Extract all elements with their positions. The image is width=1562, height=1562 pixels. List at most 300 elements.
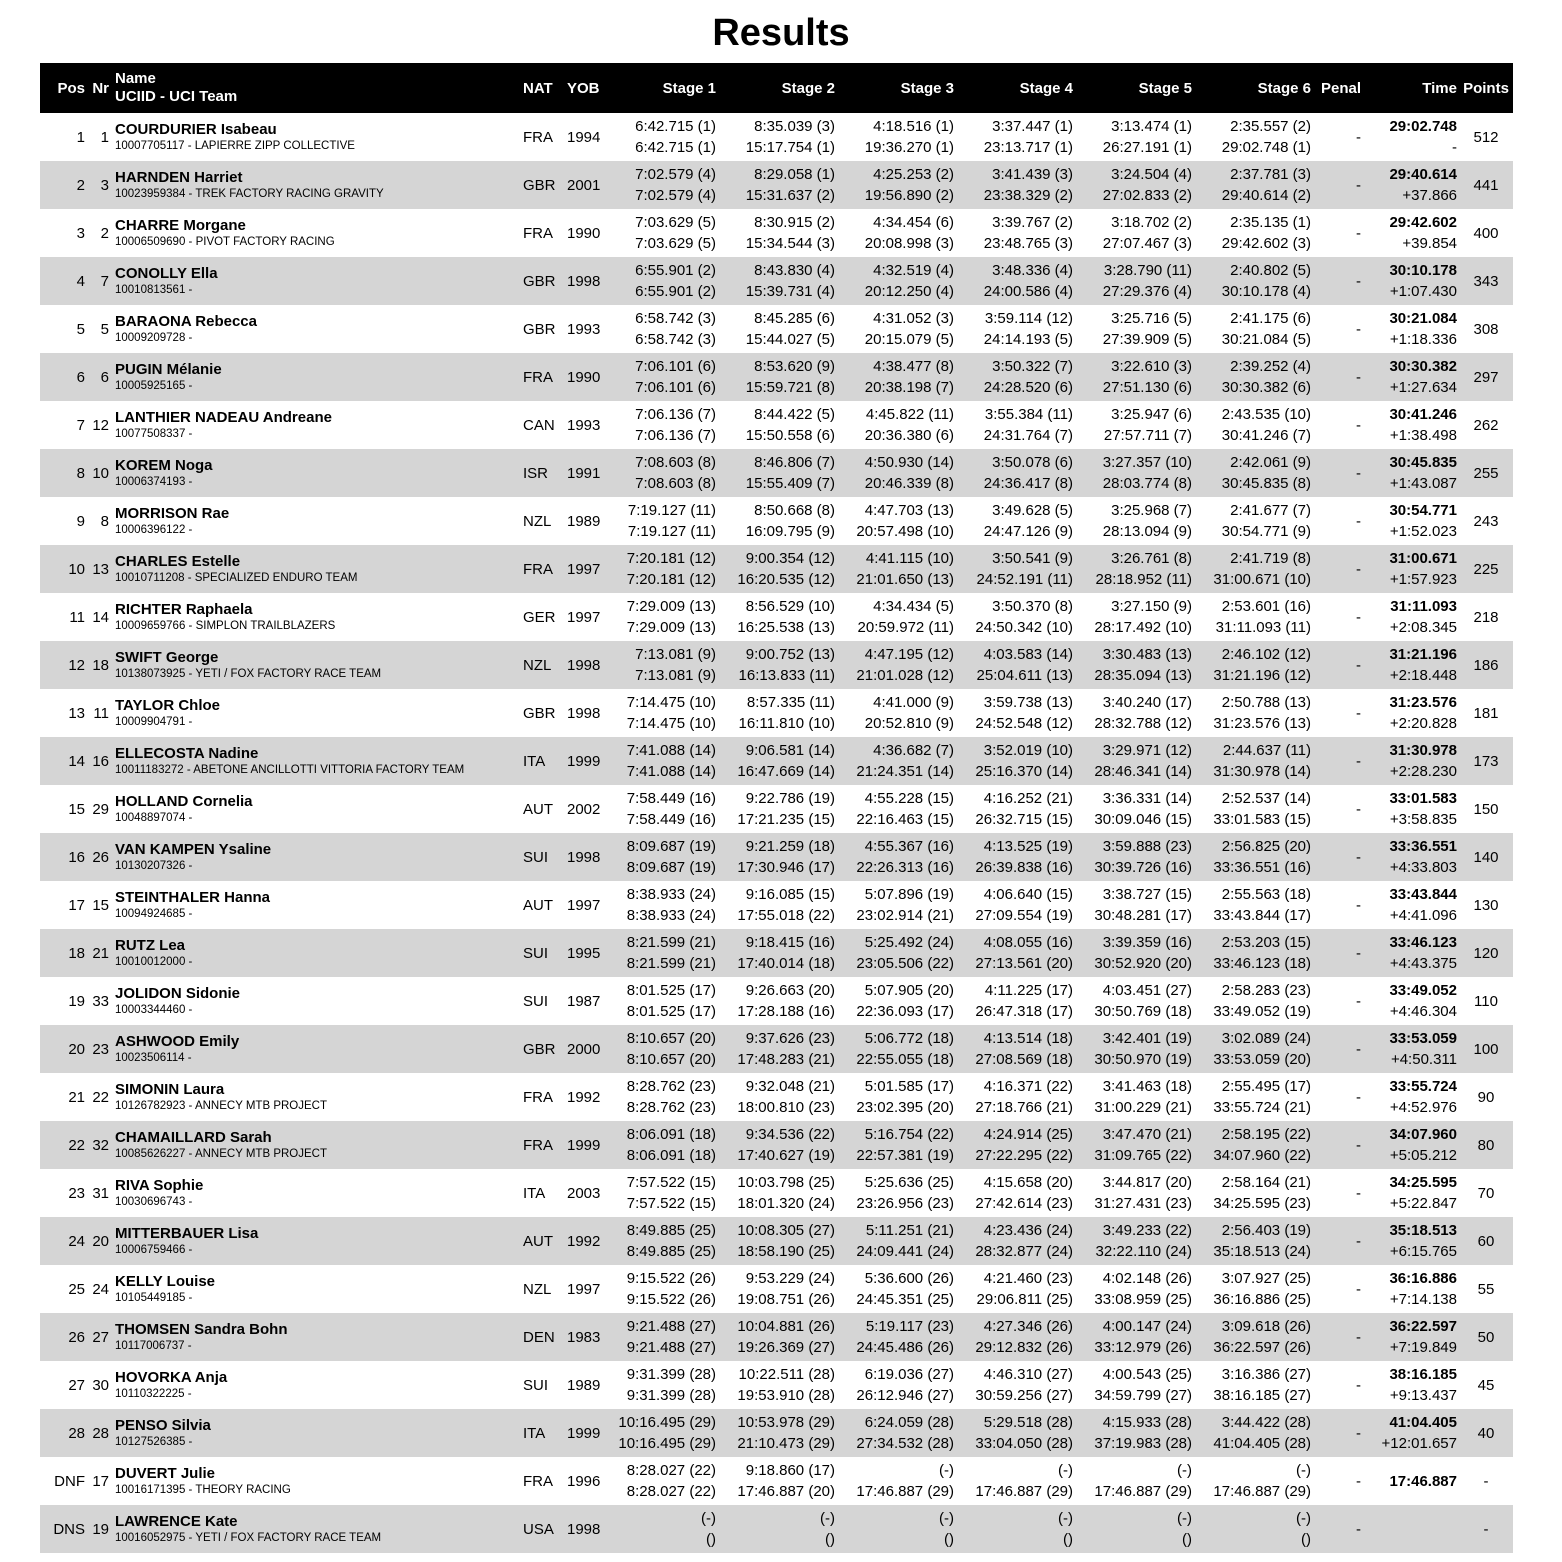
stage-cumulative-time: 8:01.525 (17) [626, 1003, 716, 1020]
rider-number: 22 [92, 1088, 109, 1106]
stage-cumulative-time: 8:21.599 (21) [626, 955, 716, 972]
stage-cumulative-time: 20:46.339 (8) [864, 475, 954, 492]
stage-6-cell [1194, 257, 1313, 305]
total-time: 30:54.771 [1389, 502, 1457, 519]
stage-4-cell [956, 353, 1075, 401]
stage-2-cell [718, 881, 837, 929]
rider-year-of-birth: 1993 [567, 416, 601, 434]
time-gap: +9:13.437 [1389, 1387, 1457, 1404]
stage-cumulative-time: 7:41.088 (14) [626, 763, 716, 780]
stage-cumulative-time: 27:07.467 (3) [1102, 235, 1192, 252]
stage-cumulative-time: 20:52.810 (9) [864, 715, 954, 732]
stage-2-cell [718, 449, 837, 497]
points-value: 512 [1473, 128, 1499, 146]
stage-time: 7:14.475 (10) [626, 694, 716, 711]
penalty-value: - [1356, 1088, 1361, 1106]
stage-6-cell [1194, 497, 1313, 545]
penalty-value: - [1356, 704, 1361, 722]
penalty-value: - [1356, 368, 1361, 386]
rider-name-cell [113, 689, 511, 737]
stage-1-cell [599, 113, 718, 161]
rider-year-of-birth: 1983 [567, 1328, 601, 1346]
stage-cumulative-time: 33:43.844 (17) [1213, 907, 1311, 924]
stage-time: 4:08.055 (16) [983, 934, 1073, 951]
rider-name: DUVERT Julie [115, 1465, 216, 1482]
points-value: 441 [1473, 176, 1499, 194]
table-row [40, 929, 1513, 977]
stage-3-cell [837, 1505, 956, 1553]
rider-year-of-birth: 1992 [567, 1232, 601, 1250]
stage-4-cell [956, 1265, 1075, 1313]
stage-time: 3:39.359 (16) [1102, 934, 1192, 951]
time-gap: +1:07.430 [1389, 283, 1457, 300]
points-value: 40 [1477, 1424, 1495, 1442]
stage-6-cell [1194, 737, 1313, 785]
time-gap: +6:15.765 [1389, 1243, 1457, 1260]
rider-name-cell [113, 881, 511, 929]
stage-time: 4:13.525 (19) [983, 838, 1073, 855]
stage-time: 8:57.335 (11) [746, 694, 835, 711]
stage-5-cell [1075, 1361, 1194, 1409]
table-row [40, 641, 1513, 689]
stage-time: 8:21.599 (21) [626, 934, 716, 951]
stage-time: 7:08.603 (8) [635, 454, 716, 471]
stage-time: 6:55.901 (2) [635, 262, 716, 279]
stage-cumulative-time: 27:34.532 (28) [856, 1435, 954, 1452]
stage-cumulative-time: 19:56.890 (2) [864, 187, 954, 204]
stage-cumulative-time: 23:26.956 (23) [856, 1195, 954, 1212]
total-time-cell [1365, 1217, 1459, 1265]
stage-cumulative-time: 30:09.046 (15) [1094, 811, 1192, 828]
stage-time: 5:25.636 (25) [864, 1174, 954, 1191]
stage-cumulative-time: 24:50.342 (10) [975, 619, 1073, 636]
stage-2-cell [718, 593, 837, 641]
rider-nationality: GBR [523, 320, 556, 338]
total-time-cell [1365, 1457, 1459, 1505]
total-time: 36:22.597 [1389, 1318, 1457, 1335]
stage-cumulative-time: 7:14.475 (10) [626, 715, 716, 732]
stage-cumulative-time: 33:12.979 (26) [1094, 1339, 1192, 1356]
stage-time: 3:13.474 (1) [1111, 118, 1192, 135]
rider-number: 10 [92, 464, 109, 482]
stage-cumulative-time: 8:28.762 (23) [626, 1099, 716, 1116]
table-row [40, 1265, 1513, 1313]
rider-uciid-team: 10009659766 - SIMPLON TRAILBLAZERS [115, 620, 336, 632]
rider-name-cell [113, 113, 511, 161]
stage-2-cell [718, 737, 837, 785]
stage-cumulative-time: 24:09.441 (24) [856, 1243, 954, 1260]
stage-time: 5:07.905 (20) [864, 982, 954, 999]
stage-cumulative-time: 27:08.569 (18) [975, 1051, 1073, 1068]
rider-uciid-team: 10130207326 - [115, 860, 193, 872]
stage-time: 7:57.522 (15) [626, 1174, 716, 1191]
stage-time: 3:28.790 (11) [1103, 262, 1192, 279]
total-time-cell [1365, 929, 1459, 977]
rider-name: THOMSEN Sandra Bohn [115, 1321, 288, 1338]
stage-cumulative-time: 33:36.551 (16) [1213, 859, 1311, 876]
stage-time: 3:49.628 (5) [992, 502, 1073, 519]
stage-cumulative-time: 27:09.554 (19) [975, 907, 1073, 924]
rider-name: RIVA Sophie [115, 1177, 204, 1194]
rider-name: COURDURIER Isabeau [115, 121, 277, 138]
stage-cumulative-time: 6:55.901 (2) [635, 283, 716, 300]
points-value: 262 [1473, 416, 1499, 434]
results-table-body [40, 113, 1513, 1553]
table-row [40, 1073, 1513, 1121]
stage-time: 3:09.618 (26) [1221, 1318, 1311, 1335]
stage-1-cell [599, 1265, 718, 1313]
rider-uciid-team: 10094924685 - [115, 908, 193, 920]
stage-1-cell [599, 1457, 718, 1505]
stage-cumulative-time: 32:22.110 (24) [1095, 1243, 1192, 1260]
stage-cumulative-time: 33:01.583 (15) [1213, 811, 1311, 828]
stage-time: 2:39.252 (4) [1230, 358, 1311, 375]
stage-time: 5:36.600 (26) [864, 1270, 954, 1287]
stage-cumulative-time: 16:09.795 (9) [745, 523, 835, 540]
stage-2-cell [718, 833, 837, 881]
stage-time: 3:30.483 (13) [1102, 646, 1192, 663]
total-time: 17:46.887 [1389, 1472, 1457, 1490]
table-row [40, 1169, 1513, 1217]
stage-time: 7:06.101 (6) [635, 358, 716, 375]
rider-name: PUGIN Mélanie [115, 361, 222, 378]
stage-cumulative-time: 26:27.191 (1) [1102, 139, 1192, 156]
rider-uciid-team: 10009209728 - [115, 332, 193, 344]
stage-4-cell [956, 1409, 1075, 1457]
rider-position: 22 [68, 1136, 85, 1154]
penalty-value: - [1356, 1136, 1361, 1154]
stage-time: 4:38.477 (8) [873, 358, 954, 375]
rider-position: 9 [76, 512, 85, 530]
rider-name-cell [113, 1121, 511, 1169]
rider-uciid-team: 10009904791 - [115, 716, 193, 728]
stage-cumulative-time: 36:16.886 (25) [1213, 1291, 1311, 1308]
stage-4-cell [956, 1505, 1075, 1553]
rider-nationality: USA [523, 1520, 554, 1538]
rider-number: 12 [92, 416, 109, 434]
rider-name: STEINTHALER Hanna [115, 889, 271, 906]
stage-5-cell [1075, 305, 1194, 353]
rider-name: BARAONA Rebecca [115, 313, 257, 330]
table-row [40, 545, 1513, 593]
total-time: 33:01.583 [1389, 790, 1457, 807]
total-time-cell [1365, 1121, 1459, 1169]
stage-3-cell [837, 401, 956, 449]
rider-position: 13 [68, 704, 85, 722]
rider-position: 14 [68, 752, 85, 770]
stage-time: 9:26.663 (20) [745, 982, 835, 999]
stage-cumulative-time: 21:01.028 (12) [856, 667, 954, 684]
stage-cumulative-time: 27:57.711 (7) [1103, 427, 1192, 444]
rider-nationality: SUI [523, 992, 549, 1010]
stage-time: (-) [1296, 1510, 1311, 1527]
rider-year-of-birth: 1999 [567, 1136, 601, 1154]
stage-time: 7:06.136 (7) [635, 406, 716, 423]
stage-cumulative-time: 18:01.320 (24) [737, 1195, 835, 1212]
rider-name: KOREM Noga [115, 457, 213, 474]
rider-year-of-birth: 1990 [567, 368, 601, 386]
rider-name: TAYLOR Chloe [115, 697, 221, 714]
stage-cumulative-time: 23:05.506 (22) [856, 955, 954, 972]
rider-position: 16 [68, 848, 85, 866]
stage-time: 4:47.703 (13) [864, 502, 954, 519]
stage-1-cell [599, 497, 718, 545]
stage-cumulative-time: 41:04.405 (28) [1213, 1435, 1311, 1452]
stage-1-cell [599, 641, 718, 689]
stage-6-cell [1194, 353, 1313, 401]
stage-cumulative-time: 8:28.027 (22) [626, 1483, 716, 1500]
rider-uciid-team: 10117006737 - [115, 1340, 192, 1352]
total-time: 29:42.602 [1389, 214, 1457, 231]
stage-time: 8:38.933 (24) [626, 886, 716, 903]
stage-2-cell [718, 113, 837, 161]
rider-nationality: SUI [523, 848, 549, 866]
stage-time: 8:30.915 (2) [754, 214, 835, 231]
stage-6-cell [1194, 401, 1313, 449]
total-time-cell [1365, 305, 1459, 353]
rider-number: 30 [92, 1376, 109, 1394]
rider-number: 16 [92, 752, 109, 770]
stage-cumulative-time: 20:57.498 (10) [856, 523, 954, 540]
total-time-cell [1365, 1505, 1459, 1553]
stage-4-cell [956, 1169, 1075, 1217]
rider-number: 11 [93, 704, 109, 722]
stage-cumulative-time: 24:31.764 (7) [983, 427, 1073, 444]
table-row [40, 785, 1513, 833]
stage-1-cell [599, 257, 718, 305]
stage-2-cell [718, 1121, 837, 1169]
stage-2-cell [718, 545, 837, 593]
stage-time: 3:38.727 (15) [1102, 886, 1192, 903]
stage-3-cell [837, 161, 956, 209]
rider-year-of-birth: 1989 [567, 512, 601, 530]
col-header-stage-3: Stage 3 [837, 63, 956, 113]
col-header-pos: Pos [40, 63, 87, 113]
total-time: 38:16.185 [1389, 1366, 1457, 1383]
rider-number: 24 [92, 1280, 109, 1298]
total-time-cell [1365, 401, 1459, 449]
stage-6-cell [1194, 929, 1313, 977]
stage-cumulative-time: 22:36.093 (17) [856, 1003, 954, 1020]
stage-cumulative-time: 24:52.548 (12) [975, 715, 1073, 732]
stage-cumulative-time: 24:45.486 (26) [856, 1339, 954, 1356]
rider-name: ELLECOSTA Nadine [115, 745, 259, 762]
stage-cumulative-time: 30:54.771 (9) [1221, 523, 1311, 540]
rider-nationality: GER [523, 608, 556, 626]
stage-cumulative-time: () [706, 1531, 716, 1548]
rider-position: 18 [68, 944, 85, 962]
rider-name: MITTERBAUER Lisa [115, 1225, 259, 1242]
stage-2-cell [718, 1217, 837, 1265]
stage-cumulative-time: 10:16.495 (29) [618, 1435, 716, 1452]
stage-time: (-) [820, 1510, 835, 1527]
total-time: 36:16.886 [1389, 1270, 1457, 1287]
rider-nationality: CAN [523, 416, 555, 434]
stage-4-cell [956, 689, 1075, 737]
stage-cumulative-time: 8:49.885 (25) [626, 1243, 716, 1260]
penalty-value: - [1356, 1184, 1361, 1202]
rider-year-of-birth: 1998 [567, 656, 601, 674]
stage-5-cell [1075, 1409, 1194, 1457]
stage-time: 4:45.822 (11) [865, 406, 954, 423]
rider-year-of-birth: 2003 [567, 1184, 601, 1202]
stage-cumulative-time: 33:08.959 (25) [1094, 1291, 1192, 1308]
rider-name-cell [113, 833, 511, 881]
total-time-cell [1365, 833, 1459, 881]
col-header-name-line2: UCIID - UCI Team [115, 88, 238, 105]
penalty-value: - [1356, 1520, 1361, 1538]
stage-time: 4:00.147 (24) [1102, 1318, 1192, 1335]
stage-cumulative-time: 34:59.799 (27) [1094, 1387, 1192, 1404]
stage-5-cell [1075, 977, 1194, 1025]
stage-time: 9:37.626 (23) [745, 1030, 835, 1047]
stage-1-cell [599, 209, 718, 257]
stage-cumulative-time: 17:28.188 (16) [737, 1003, 835, 1020]
stage-6-cell [1194, 641, 1313, 689]
rider-name-cell [113, 401, 511, 449]
total-time: 31:23.576 [1389, 694, 1457, 711]
points-value: 297 [1473, 368, 1499, 386]
stage-cumulative-time: 27:18.766 (21) [975, 1099, 1073, 1116]
rider-name-cell [113, 1073, 511, 1121]
stage-cumulative-time: 15:17.754 (1) [745, 139, 835, 156]
stage-1-cell [599, 593, 718, 641]
stage-5-cell [1075, 689, 1194, 737]
stage-cumulative-time: 9:21.488 (27) [626, 1339, 716, 1356]
stage-cumulative-time: 28:35.094 (13) [1094, 667, 1192, 684]
stage-1-cell [599, 401, 718, 449]
stage-time: 2:55.495 (17) [1221, 1078, 1311, 1095]
stage-5-cell [1075, 641, 1194, 689]
rider-name: HARNDEN Harriet [115, 169, 243, 186]
points-value: 70 [1477, 1184, 1495, 1202]
stage-1-cell [599, 1361, 718, 1409]
stage-cumulative-time: 9:31.399 (28) [626, 1387, 716, 1404]
stage-cumulative-time: 31:23.576 (13) [1213, 715, 1311, 732]
points-value: 50 [1477, 1328, 1495, 1346]
stage-time: 9:21.259 (18) [745, 838, 835, 855]
stage-cumulative-time: 20:36.380 (6) [864, 427, 954, 444]
stage-3-cell [837, 1073, 956, 1121]
penalty-value: - [1356, 800, 1361, 818]
rider-name: LANTHIER NADEAU Andreane [115, 409, 332, 426]
stage-cumulative-time: 26:32.715 (15) [975, 811, 1073, 828]
points-value: 150 [1473, 800, 1499, 818]
stage-time: 7:58.449 (16) [626, 790, 716, 807]
time-gap: +4:46.304 [1389, 1003, 1457, 1020]
stage-6-cell [1194, 1025, 1313, 1073]
total-time: 30:30.382 [1389, 358, 1457, 375]
points-value: - [1483, 1520, 1489, 1538]
stage-cumulative-time: 26:47.318 (17) [975, 1003, 1073, 1020]
stage-time: 8:29.058 (1) [754, 166, 835, 183]
points-value: 400 [1473, 224, 1499, 242]
rider-number: 27 [92, 1328, 109, 1346]
penalty-value: - [1356, 1232, 1361, 1250]
rider-position: 7 [76, 416, 85, 434]
rider-number: 17 [92, 1472, 109, 1490]
rider-number: 1 [100, 128, 109, 146]
stage-time: 4:16.252 (21) [983, 790, 1073, 807]
penalty-value: - [1356, 1376, 1361, 1394]
stage-3-cell [837, 881, 956, 929]
col-header-points: Points [1459, 63, 1513, 113]
stage-6-cell [1194, 977, 1313, 1025]
rider-nationality: FRA [523, 128, 553, 146]
stage-cumulative-time: 33:49.052 (19) [1213, 1003, 1311, 1020]
stage-time: 4:15.933 (28) [1102, 1414, 1192, 1431]
rider-number: 13 [92, 560, 109, 578]
total-time: 33:43.844 [1389, 886, 1457, 903]
rider-name-cell [113, 1361, 511, 1409]
rider-nationality: FRA [523, 1088, 553, 1106]
stage-time: 4:34.454 (6) [873, 214, 954, 231]
rider-nationality: GBR [523, 272, 556, 290]
total-time-cell [1365, 881, 1459, 929]
time-gap: +1:18.336 [1389, 331, 1457, 348]
stage-time: 4:03.583 (14) [983, 646, 1073, 663]
time-gap: +7:19.849 [1389, 1339, 1457, 1356]
stage-cumulative-time: 30:10.178 (4) [1221, 283, 1311, 300]
rider-number: 32 [92, 1136, 109, 1154]
stage-cumulative-time: 16:13.833 (11) [738, 667, 835, 684]
stage-cumulative-time: 28:13.094 (9) [1102, 523, 1192, 540]
stage-cumulative-time: 29:02.748 (1) [1221, 139, 1311, 156]
penalty-value: - [1356, 848, 1361, 866]
rider-name: SIMONIN Laura [115, 1081, 225, 1098]
stage-time: 3:55.384 (11) [984, 406, 1073, 423]
rider-uciid-team: 10023506114 - [115, 1052, 192, 1064]
penalty-value: - [1356, 944, 1361, 962]
rider-uciid-team: 10016052975 - YETI / FOX FACTORY RACE TEAM [115, 1532, 382, 1544]
points-value: 55 [1477, 1280, 1495, 1298]
stage-time: 4:03.451 (27) [1102, 982, 1192, 999]
stage-cumulative-time: 34:07.960 (22) [1213, 1147, 1311, 1164]
points-value: 243 [1473, 512, 1499, 530]
rider-name-cell [113, 641, 511, 689]
stage-cumulative-time: 28:18.952 (11) [1095, 571, 1192, 588]
rider-nationality: FRA [523, 368, 553, 386]
stage-time: (-) [939, 1510, 954, 1527]
stage-time: 2:42.061 (9) [1230, 454, 1311, 471]
stage-time: 3:44.817 (20) [1102, 1174, 1192, 1191]
points-value: 308 [1473, 320, 1499, 338]
rider-name-cell [113, 497, 511, 545]
stage-cumulative-time: 28:03.774 (8) [1102, 475, 1192, 492]
stage-time: 4:34.434 (5) [873, 598, 954, 615]
penalty-value: - [1356, 1040, 1361, 1058]
stage-time: 5:25.492 (24) [864, 934, 954, 951]
rider-nationality: FRA [523, 1472, 553, 1490]
stage-time: 2:53.601 (16) [1221, 598, 1311, 615]
rider-nationality: DEN [523, 1328, 555, 1346]
stage-cumulative-time: 15:44.027 (5) [745, 331, 835, 348]
time-gap: +4:33.803 [1389, 859, 1457, 876]
rider-nationality: AUT [523, 800, 553, 818]
stage-2-cell [718, 977, 837, 1025]
stage-time: 3:29.971 (12) [1102, 742, 1192, 759]
stage-3-cell [837, 833, 956, 881]
stage-time: 5:06.772 (18) [864, 1030, 954, 1047]
points-value: 90 [1477, 1088, 1495, 1106]
rider-name-cell [113, 929, 511, 977]
total-time: 30:21.084 [1389, 310, 1457, 327]
time-gap: +2:18.448 [1389, 667, 1457, 684]
stage-6-cell [1194, 113, 1313, 161]
stage-3-cell [837, 593, 956, 641]
stage-2-cell [718, 209, 837, 257]
stage-time: (-) [1177, 1510, 1192, 1527]
